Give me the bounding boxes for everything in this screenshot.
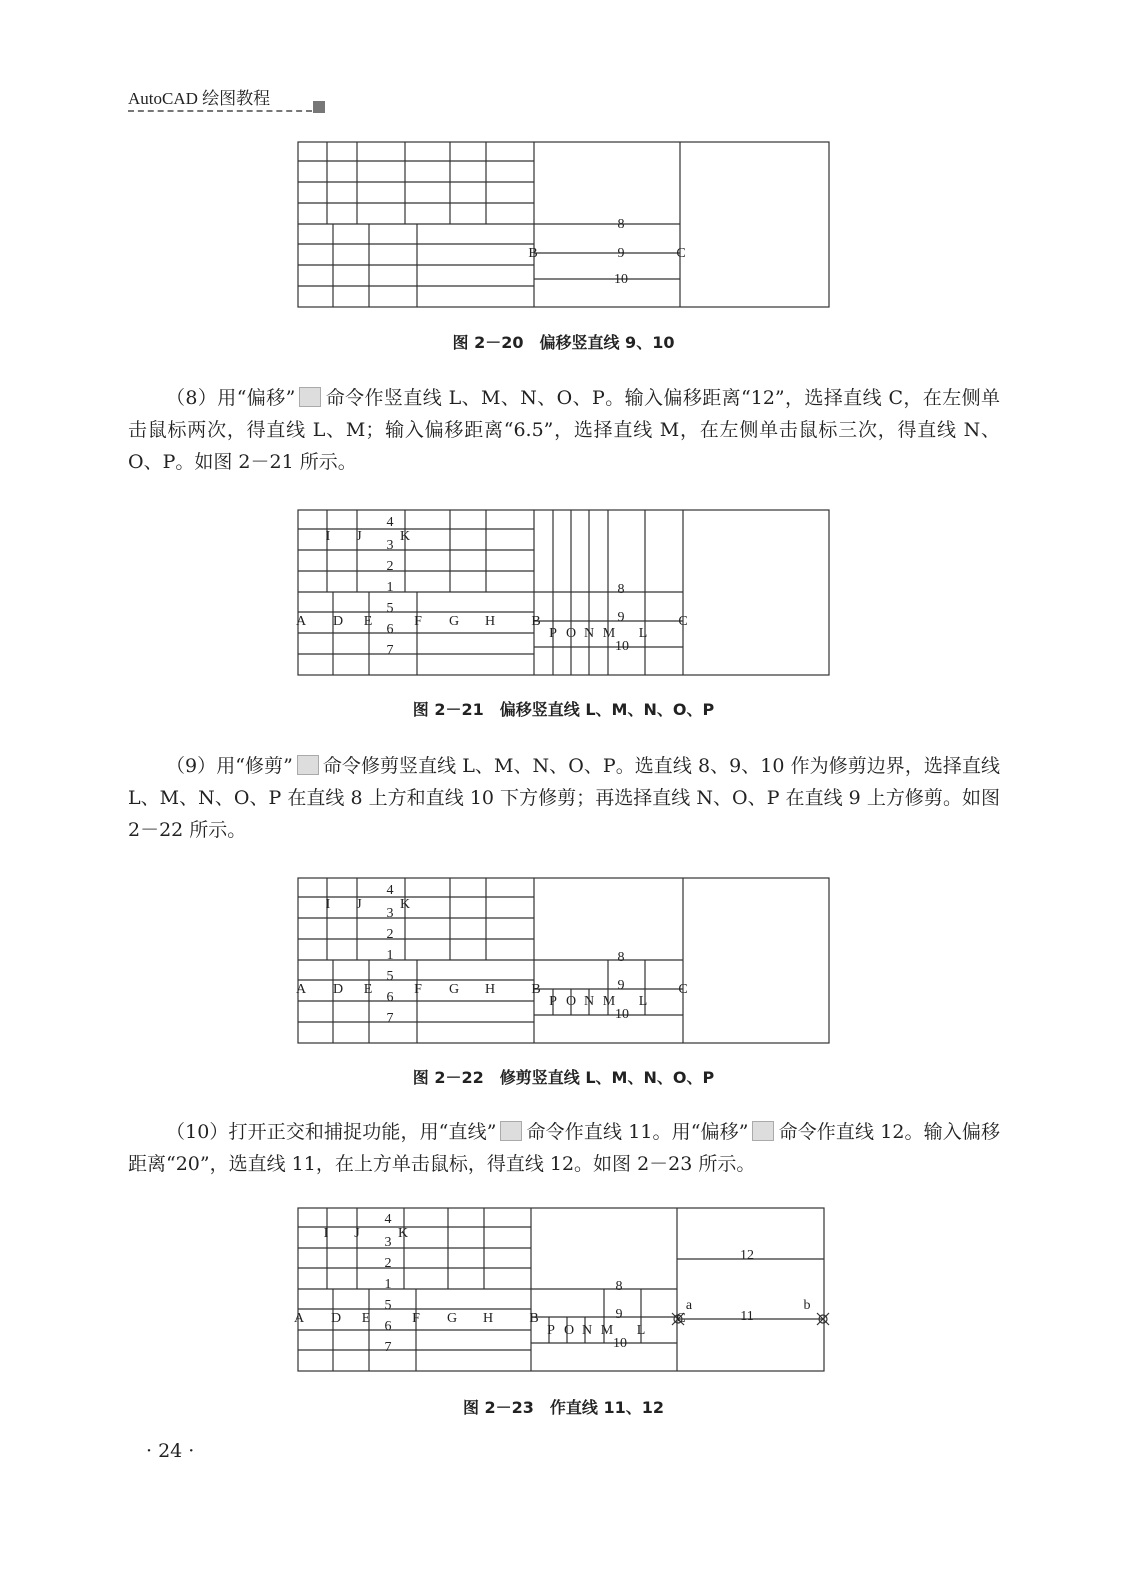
drawing-label: 9 <box>615 1307 623 1322</box>
drawing-label: 6 <box>386 990 394 1005</box>
offset-icon <box>752 1121 774 1141</box>
drawing-label: C <box>678 982 688 997</box>
figure-caption: 图 2－23 作直线 11、12 <box>462 1398 665 1417</box>
paragraph-text: 命令作直线 12。输入偏移距离“20”，选直线 11，在上方单击鼠标，得直线 12。如图 2－23 所示。 <box>128 1121 1000 1175</box>
drawing-label: E <box>363 982 373 997</box>
drawing-label: 4 <box>386 883 394 898</box>
drawing-label: 3 <box>386 906 394 921</box>
drawing-label: P <box>547 1323 555 1338</box>
drawing-label: 3 <box>384 1235 392 1250</box>
drawing-label: C <box>678 614 688 629</box>
drawing-label: P <box>549 994 557 1009</box>
drawing-label: 8 <box>617 950 625 965</box>
drawing-label: G <box>448 614 460 629</box>
header-square <box>313 101 325 113</box>
drawing-label: C <box>676 246 686 261</box>
drawing-label: 4 <box>386 515 394 530</box>
drawing-label: 6 <box>384 1319 392 1334</box>
drawing-label: D <box>332 614 344 629</box>
header-rule <box>128 110 312 112</box>
drawing-label: 6 <box>386 622 394 637</box>
drawing-label: L <box>638 994 648 1009</box>
drawing-label: L <box>638 626 648 641</box>
figure-2-23 <box>293 1207 827 1375</box>
drawing-label: B <box>531 614 541 629</box>
drawing-label: 10 <box>615 639 629 654</box>
drawing-label: O <box>565 994 577 1009</box>
figure-caption: 图 2－21 偏移竖直线 L、M、N、O、P <box>412 700 715 719</box>
paragraph-text: （10）打开正交和捕捉功能，用“直线” <box>166 1121 497 1143</box>
drawing-label: 11 <box>740 1309 754 1324</box>
drawing-label: 8 <box>615 1279 623 1294</box>
drawing-label: 3 <box>386 538 394 553</box>
figure-2-21-drawing <box>297 509 831 677</box>
line-icon <box>500 1121 522 1141</box>
drawing-label: I <box>325 897 331 912</box>
drawing-label: 1 <box>386 580 394 595</box>
drawing-label: O <box>563 1323 575 1338</box>
drawing-label: A <box>293 1311 305 1326</box>
figure-2-21 <box>297 509 831 677</box>
paragraph-text: 命令作竖直线 L、M、N、O、P。输入偏移距离“12”，选择直线 C，在左侧单击鼠标两次，得直线 L、M；输入偏移距离“6.5”，选择直线 M，在左侧单击鼠标三次，得直线 N、O、P。如图 2－21 所示。 <box>128 387 1001 473</box>
drawing-label: M <box>602 994 616 1009</box>
drawing-label: N <box>583 994 595 1009</box>
page-number: · 24 · <box>146 1440 195 1462</box>
drawing-label: G <box>446 1311 458 1326</box>
drawing-label: 2 <box>384 1256 392 1271</box>
drawing-label: A <box>295 982 307 997</box>
drawing-label: K <box>399 529 411 544</box>
drawing-label: D <box>330 1311 342 1326</box>
drawing-label: a <box>685 1298 693 1313</box>
drawing-label: 2 <box>386 559 394 574</box>
drawing-label: E <box>361 1311 371 1326</box>
paragraph-step-9 <box>128 750 1000 846</box>
paragraph-text: （8）用“偏移” <box>166 387 296 409</box>
figure-2-23-drawing <box>293 1207 827 1375</box>
figure-caption: 图 2－20 偏移竖直线 9、10 <box>452 333 675 352</box>
drawing-label: 7 <box>386 1011 394 1026</box>
drawing-label: 7 <box>384 1340 392 1355</box>
drawing-label: P <box>549 626 557 641</box>
paragraph-step-10 <box>128 1116 1000 1180</box>
figure-2-20-drawing <box>297 141 831 309</box>
drawing-label: 1 <box>386 948 394 963</box>
drawing-label: b <box>803 1298 811 1313</box>
drawing-label: 2 <box>386 927 394 942</box>
drawing-label: 9 <box>617 978 625 993</box>
drawing-label: J <box>356 897 362 912</box>
drawing-label: B <box>529 1311 539 1326</box>
drawing-label: F <box>414 614 422 629</box>
drawing-label: E <box>363 614 373 629</box>
figure-2-22-drawing <box>297 877 831 1045</box>
drawing-label: 7 <box>386 643 394 658</box>
drawing-label: A <box>295 614 307 629</box>
drawing-label: K <box>397 1226 409 1241</box>
drawing-label: 8 <box>617 217 625 232</box>
drawing-label: 5 <box>384 1298 392 1313</box>
drawing-label: L <box>636 1323 646 1338</box>
drawing-label: 5 <box>386 601 394 616</box>
drawing-label: G <box>448 982 460 997</box>
drawing-label: H <box>484 982 496 997</box>
offset-icon <box>299 387 321 407</box>
drawing-label: 8 <box>617 582 625 597</box>
drawing-label: F <box>412 1311 420 1326</box>
figure-2-20 <box>297 141 831 309</box>
drawing-label: I <box>323 1226 329 1241</box>
paragraph-text: 命令修剪竖直线 L、M、N、O、P。选直线 8、9、10 作为修剪边界，选择直线 L、M、N、O、P 在直线 8 上方和直线 10 下方修剪；再选择直线 N、O、P 在直线 9 上方修剪。如图 2－22 所示。 <box>128 755 1000 841</box>
drawing-label: 9 <box>617 610 625 625</box>
drawing-label: J <box>354 1226 360 1241</box>
drawing-label: M <box>602 626 616 641</box>
drawing-label: I <box>325 529 331 544</box>
figure-caption: 图 2－22 修剪竖直线 L、M、N、O、P <box>412 1068 715 1087</box>
drawing-label: H <box>482 1311 494 1326</box>
drawing-label: 9 <box>617 246 625 261</box>
drawing-label: F <box>414 982 422 997</box>
paragraph-text: （9）用“修剪” <box>166 755 293 777</box>
drawing-label: 12 <box>740 1248 754 1263</box>
drawing-label: 1 <box>384 1277 392 1292</box>
drawing-label: B <box>531 982 541 997</box>
drawing-label: D <box>332 982 344 997</box>
trim-icon <box>297 755 319 775</box>
paragraph-step-8 <box>128 382 1000 478</box>
paragraph-text: 命令作直线 11。用“偏移” <box>526 1121 749 1143</box>
figure-2-22 <box>297 877 831 1045</box>
drawing-label: 10 <box>614 272 628 287</box>
running-header: AutoCAD 绘图教程 <box>128 89 271 108</box>
drawing-label: C <box>676 1311 686 1326</box>
drawing-label: M <box>600 1323 614 1338</box>
drawing-label: 10 <box>615 1007 629 1022</box>
drawing-label: H <box>484 614 496 629</box>
drawing-label: 5 <box>386 969 394 984</box>
drawing-label: 4 <box>384 1212 392 1227</box>
drawing-label: O <box>565 626 577 641</box>
drawing-label: 10 <box>613 1336 627 1351</box>
drawing-label: B <box>528 246 538 261</box>
drawing-label: K <box>399 897 411 912</box>
drawing-label: N <box>581 1323 593 1338</box>
drawing-label: J <box>356 529 362 544</box>
drawing-label: N <box>583 626 595 641</box>
